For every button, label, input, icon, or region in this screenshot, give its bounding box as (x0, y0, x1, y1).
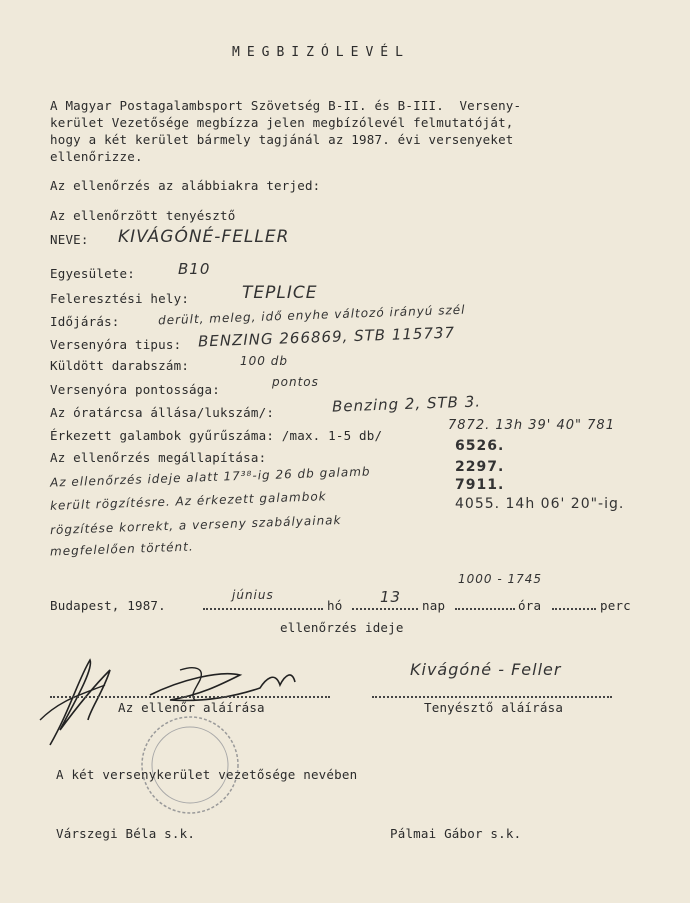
field-value-ring-numbers: 7872. 13h 39' 40" 781 (448, 418, 615, 433)
ring-number-4: 4055. 14h 06' 20"-ig. (455, 496, 625, 512)
ring-number-3: 7911. (455, 477, 505, 493)
hour-dotted-line (455, 608, 515, 610)
field-label-weather: Időjárás: (50, 314, 120, 329)
field-value-clock-type: BENZING 266869, STB 115737 (197, 323, 456, 351)
field-label-clock-accuracy: Versenyóra pontossága: (50, 382, 220, 397)
month-value: június (232, 588, 274, 602)
findings-line-3: rögzítése korrekt, a verseny szabályainak (49, 512, 342, 538)
field-value-sent-count: 100 db (240, 354, 288, 368)
field-value-release-place: TEPLICE (242, 283, 318, 303)
time-caption: ellenőrzés ideje (280, 620, 404, 635)
place-year: Budapest, 1987. (50, 598, 166, 613)
intro-paragraph: A Magyar Postagalambsport Szövetség B-II. és B-III. Verseny- kerület Vezetősége megbízza jelen megbízólevél felmutatóját, hogy a két kerület bármely tagjánál az 1987. évi versenyeket ellenőrizze. (50, 98, 522, 164)
signer-1: Várszegi Béla s.k. (56, 826, 196, 841)
month-label: hó (327, 598, 343, 613)
name-label: NEVE: (50, 232, 89, 247)
hour-label: óra (518, 598, 542, 613)
minute-label: perc (600, 598, 631, 613)
field-label-ring-numbers: Érkezett galambok gyűrűszáma: /max. 1-5 db/ (50, 428, 383, 443)
day-label: nap (422, 598, 446, 613)
breeder-signature-line (372, 696, 612, 698)
field-label-dial-position: Az óratárcsa állása/lukszám/: (50, 405, 275, 420)
field-label-club: Egyesülete: (50, 266, 135, 281)
field-label-sent-count: Küldött darabszám: (50, 358, 190, 373)
field-value-clock-accuracy: pontos (272, 375, 319, 389)
day-value: 13 (380, 588, 402, 606)
breeder-signature: Kivágóné - Feller (410, 660, 562, 679)
field-value-club: B10 (178, 260, 211, 278)
ring-number-1: 6526. (455, 438, 505, 454)
on-behalf-text: A két versenykerület vezetősége nevében (56, 767, 358, 782)
inspector-signature-label: Az ellenőr aláírása (118, 700, 265, 715)
breeder-signature-label: Tenyésztő aláírása (424, 700, 564, 715)
month-dotted-line (203, 608, 323, 610)
findings-label: Az ellenőrzés megállapítása: (50, 450, 267, 465)
hour-range-value: 1000 - 1745 (458, 572, 543, 586)
document-title: MEGBIZÓLEVÉL (232, 45, 410, 60)
findings-line-2: került rögzítésre. Az érkezett galambok (49, 489, 327, 513)
breeder-label: Az ellenőrzött tenyésztő (50, 208, 236, 223)
round-stamp (130, 705, 260, 820)
signer-2: Pálmai Gábor s.k. (390, 826, 522, 841)
ring-number-2: 2297. (455, 459, 505, 475)
findings-line-1: Az ellenőrzés ideje alatt 17³⁸-ig 26 db galamb (49, 464, 371, 490)
findings-line-4: megfelelően történt. (49, 539, 194, 559)
day-dotted-line (352, 608, 418, 610)
field-value-dial-position: Benzing 2, STB 3. (331, 392, 482, 416)
field-value-weather: derült, meleg, idő enyhe változó irányú szél (157, 302, 466, 328)
field-label-clock-type: Versenyóra tipus: (50, 337, 182, 352)
name-value: KIVÁGÓNÉ-FELLER (118, 227, 290, 247)
scope-label: Az ellenőrzés az alábbiakra terjed: (50, 178, 321, 193)
field-label-release-place: Feleresztési hely: (50, 291, 190, 306)
minute-dotted-line (552, 608, 596, 610)
inspector-signature-line (50, 696, 330, 698)
